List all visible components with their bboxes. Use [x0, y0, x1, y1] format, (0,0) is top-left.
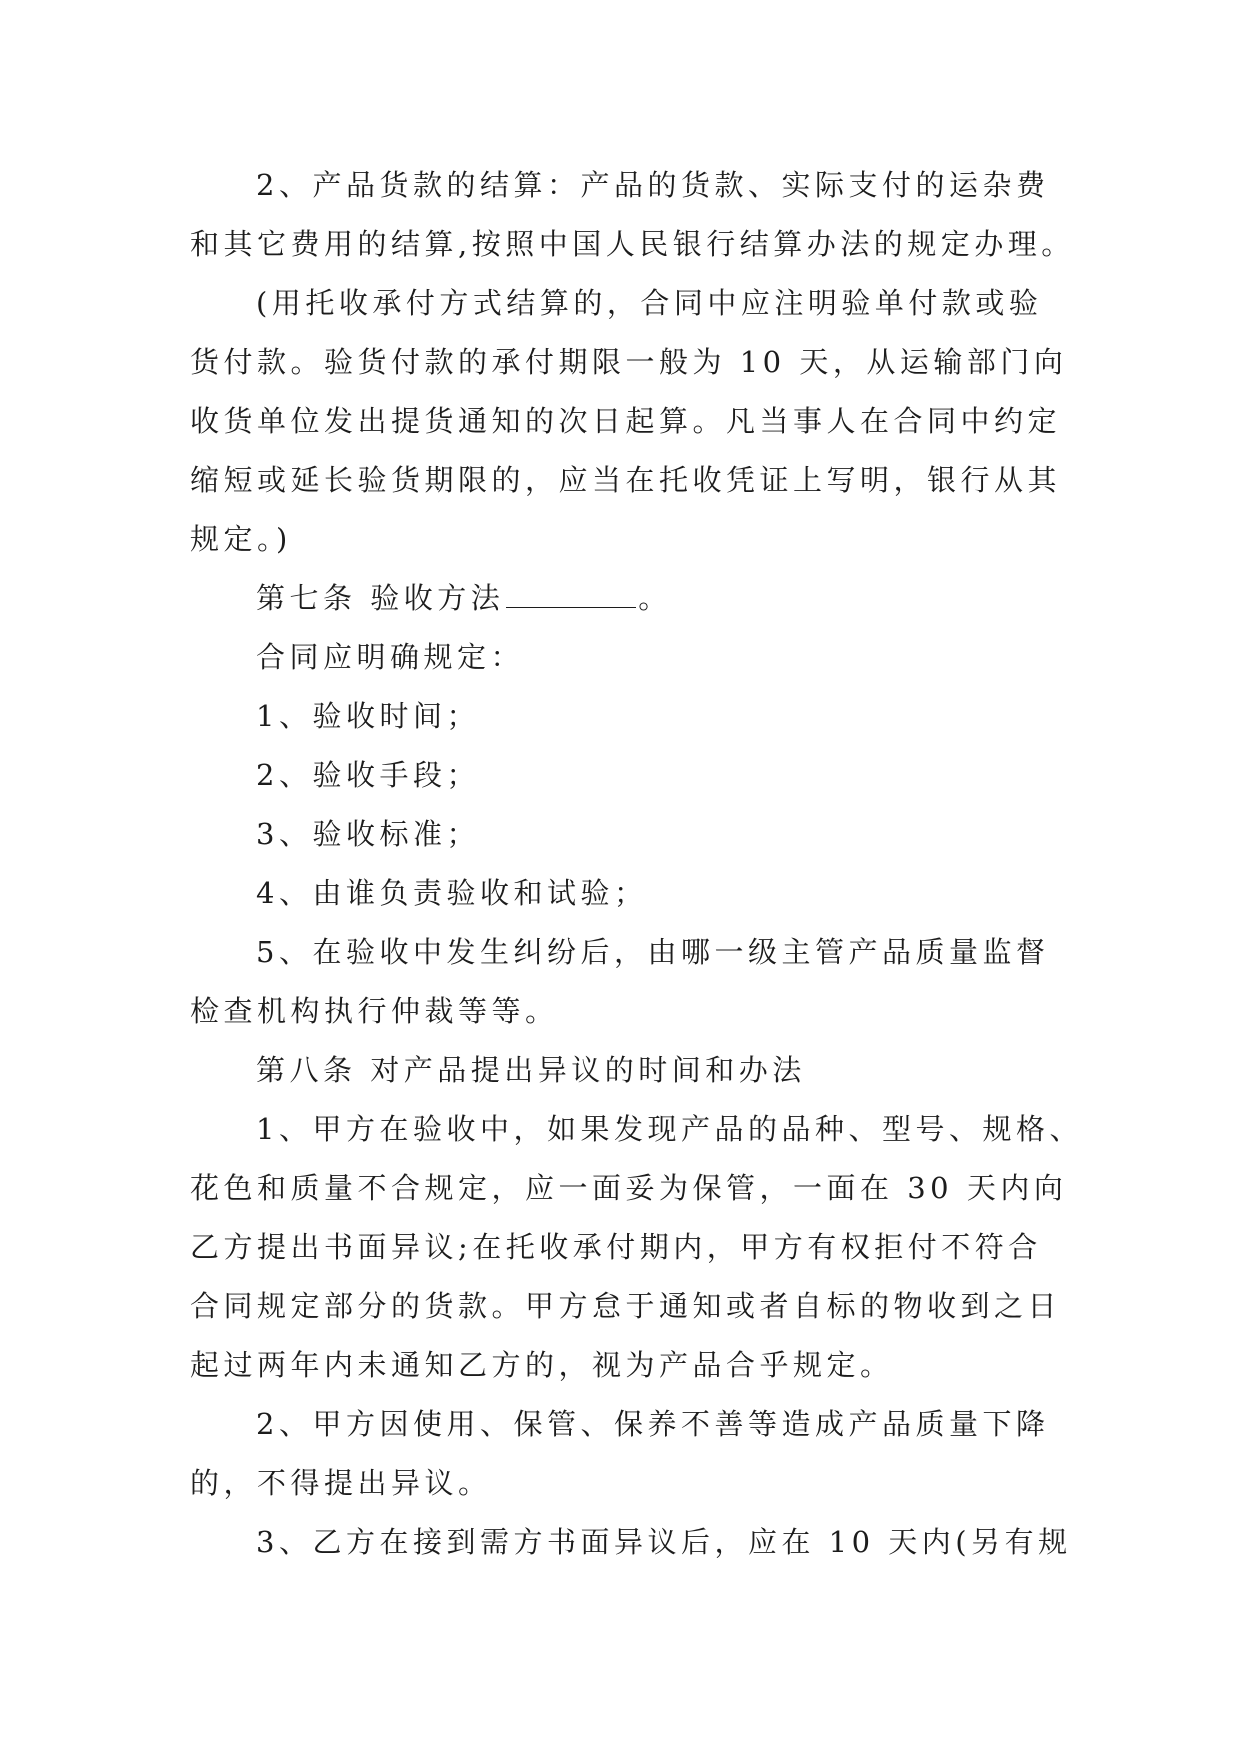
text-line: 货付款。验货付款的承付期限一般为 10 天，从运输部门向: [190, 345, 1068, 379]
text-line: 起过两年内未通知乙方的，视为产品合乎规定。: [190, 1348, 894, 1382]
fill-in-blank[interactable]: [506, 585, 636, 608]
text-line: 第八条 对产品提出异议的时间和办法: [256, 1053, 806, 1087]
paragraph-requirements: [190, 628, 1050, 687]
article-seven-heading: [190, 569, 1050, 628]
article-seven-suffix: 。: [638, 581, 672, 615]
text-line: 规定。): [190, 522, 292, 556]
text-line: 1、甲方在验收中，如果发现产品的品种、型号、规格、: [256, 1112, 1083, 1146]
text-line: 检查机构执行仲裁等等。: [190, 994, 559, 1028]
list-item: [190, 805, 1050, 864]
text-line: 5、在验收中发生纠纷后，由哪一级主管产品质量监督: [256, 935, 1050, 969]
text-line: 1、验收时间；: [256, 699, 480, 733]
text-line: 2、产品货款的结算：产品的货款、实际支付的运杂费: [256, 168, 1050, 202]
text-line: 缩短或延长验货期限的，应当在托收凭证上写明，银行从其: [190, 463, 1062, 497]
text-line: 3、乙方在接到需方书面异议后，应在 10 天内(另有规: [256, 1525, 1072, 1559]
list-item: [190, 864, 1050, 923]
paragraph-collection-note: [190, 274, 1068, 569]
text-line: 的，不得提出异议。: [190, 1466, 492, 1500]
text-line: 2、甲方因使用、保管、保养不善等造成产品质量下降: [256, 1407, 1050, 1441]
text-line: 2、验收手段；: [256, 758, 480, 792]
text-line: 4、由谁负责验收和试验；: [256, 876, 648, 910]
text-line: 合同规定部分的货款。甲方怠于通知或者自标的物收到之日: [190, 1289, 1062, 1323]
text-line: [190, 569, 1050, 628]
document-body: [190, 156, 1083, 1572]
article-eight-heading: [190, 1041, 1050, 1100]
list-item: [190, 923, 1050, 1041]
text-line: 收货单位发出提货通知的次日起算。凡当事人在合同中约定: [190, 404, 1062, 438]
paragraph-objection-2: [190, 1395, 1050, 1513]
text-line: (用托收承付方式结算的，合同中应注明验单付款或验: [256, 286, 1043, 320]
text-line: 花色和质量不合规定，应一面妥为保管，一面在 30 天内向: [190, 1171, 1068, 1205]
article-seven-title: 第七条 验收方法: [256, 581, 505, 615]
text-line: 3、验收标准；: [256, 817, 480, 851]
paragraph-objection-1: [190, 1100, 1083, 1395]
paragraph-settlement: [190, 156, 1075, 274]
paragraph-objection-3: [190, 1513, 1072, 1572]
text-line: 乙方提出书面异议;在托收承付期内，甲方有权拒付不符合: [190, 1230, 1042, 1264]
text-line: 和其它费用的结算,按照中国人民银行结算办法的规定办理。: [190, 227, 1075, 261]
list-item: [190, 746, 1050, 805]
text-line: 合同应明确规定：: [256, 640, 525, 674]
list-item: [190, 687, 1050, 746]
